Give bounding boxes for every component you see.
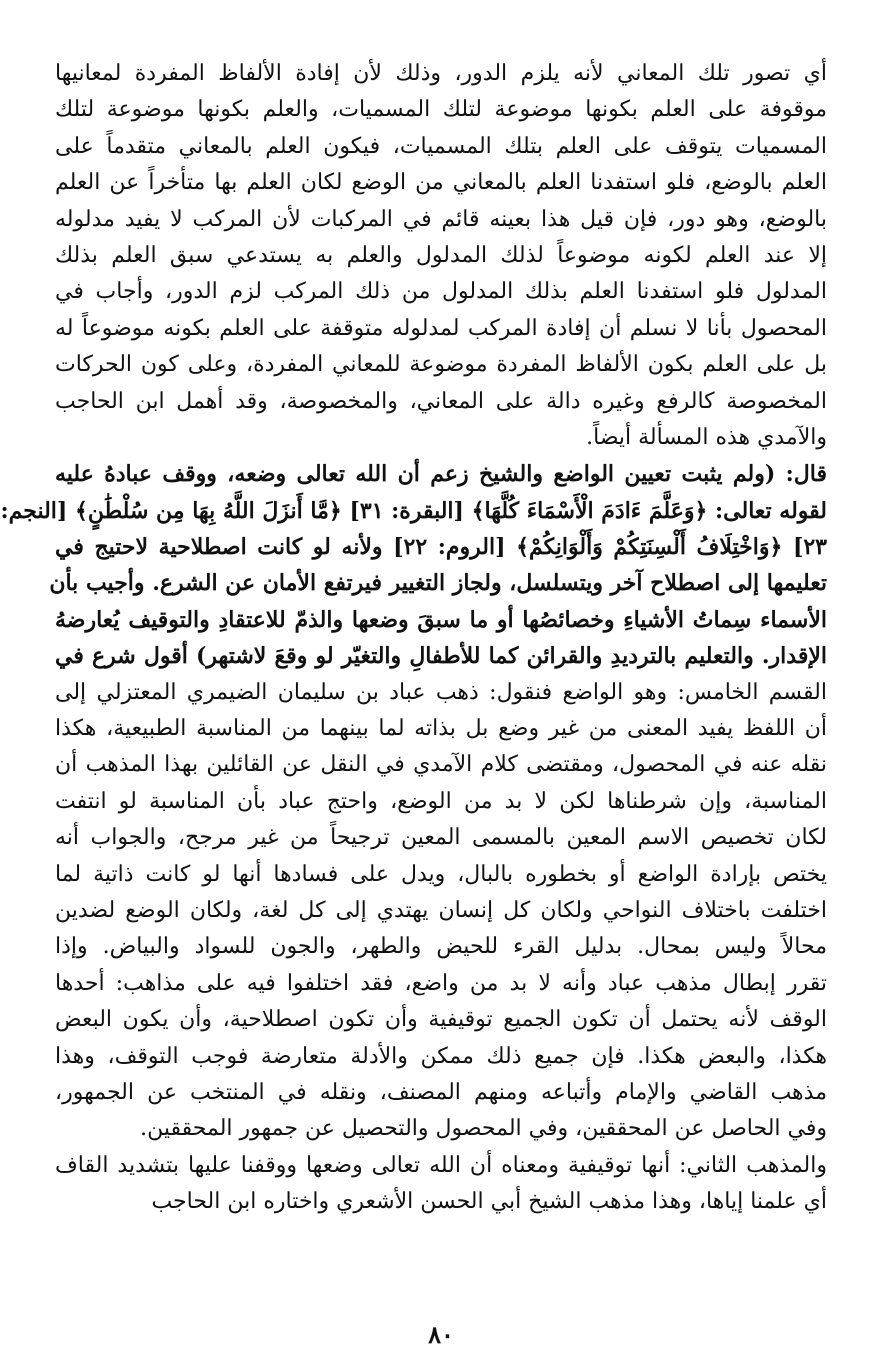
- text-line: وفي الحاصل عن المحققين، وفي المحصول والتحصيل عن جمهور المحققين.: [140, 1116, 827, 1142]
- quoted-text-line: تعليمها إلى اصطلاح آخر ويتسلسل، ولجاز التغيير فيرتفع الأمان عن الشرع. وأجيب بأن: [49, 570, 827, 597]
- text-line: اختلفت باختلاف النواحي ولكان كل إنسان يهتدي إلى كل لغة، ولكان الوضع لضدين: [55, 897, 827, 923]
- text-line: المخصوصة كالرفع وغيره دالة على المعاني، والمخصوصة، وقد أهمل ابن الحاجب: [55, 388, 827, 414]
- text-line: والآمدي هذه المسألة أيضاً.: [586, 424, 827, 450]
- quoted-text-line: قال: (ولم يثبت تعيين الواضع والشيخ زعم أن الله تعالى وضعه، ووقف عبادهُ عليه: [55, 461, 827, 488]
- text-line: المناسبة، وإن شرطناها لكن لا بد من الوضع، واحتج عباد بأن المناسبة لو انتفت: [55, 788, 827, 814]
- text-line: إلا عند العلم لكونه موضوعاً لذلك المدلول والعلم به يستدعي سبق العلم بذلك: [55, 242, 827, 268]
- text-line: أي علمنا إياها، وهذا مذهب الشيخ أبي الحسن الأشعري واختاره ابن الحاجب: [151, 1189, 827, 1215]
- quoted-text-line: الإقدار. والتعليم بالترديدِ والقرائن كما للأطفالِ والتغيّر لو وقعَ لاشتهر) أقول شرع في: [55, 643, 827, 670]
- text-line: المسميات يتوقف على العلم بتلك المسميات، فيكون العلم بالمعاني متقدماً على: [55, 133, 827, 159]
- quoted-text-line: الأسماء سِماتُ الأشياءِ وخصائصُها أو ما سبقَ وضعها والذمّ للاعتقادِ والتوقيف يُعارضهُ: [55, 606, 827, 633]
- quoted-text-line: ٢٣] ﴿وَاخْتِلَافُ أَلْسِنَتِكُمْ وَأَلْوَانِكُمْ﴾ [الروم: ٢٢] ولأنه لو كانت اصطلاحية لاحتيج في: [55, 534, 827, 561]
- text-line: مذهب القاضي والإمام وأتباعه ومنهم المصنف، ونقله في المنتخب عن الجمهور،: [55, 1079, 827, 1105]
- text-line: لكان تخصيص الاسم المعين بالمسمى المعين ترجيحاً من غير مرجح، والجواب أنه: [55, 825, 827, 851]
- text-line: بل على العلم بكون الألفاظ المفردة موضوعة للمعاني المفردة، وعلى كون الحركات: [55, 352, 827, 378]
- text-line: الوقف لأنه يحتمل أن تكون الجميع توقيفية وأن تكون اصطلاحية، وأن يكون البعض: [55, 1007, 827, 1033]
- quoted-text-line: لقوله تعالى: ﴿وَعَلَّمَ ءَادَمَ الْأَسْمَاءَ كُلَّهَا﴾ [البقرة: ٣١] ﴿مَّا أَنزَلَ اللَّهُ بِهَا مِن سُلْطَٰنٍ﴾ [النجم:: [0, 497, 827, 524]
- text-line: هكذا، والبعض هكذا. فإن جميع ذلك ممكن والأدلة متعارضة فوجب التوقف، وهذا: [55, 1043, 827, 1069]
- page-number: ٨٠: [428, 1320, 454, 1349]
- text-line: موقوفة على العلم بكونها موضوعة لتلك المسميات، والعلم بكونها موضوعة لتلك: [55, 97, 827, 123]
- text-line: القسم الخامس: وهو الواضع فنقول: ذهب عباد بن سليمان الضيمري المعتزلي إلى: [55, 679, 827, 705]
- text-line: المدلول فلو استفدنا العلم بذلك المدلول من ذلك المركب لزم الدور، وأجاب في: [55, 279, 827, 305]
- text-line: محالاً وليس بمحال. بدليل القرء للحيض والطهر، والجون للسواد والبياض. وإذا: [55, 934, 827, 960]
- text-line: تقرر إبطال مذهب عباد وأنه لا بد من واضع، فقد اختلفوا فيه على مذاهب: أحدها: [55, 970, 827, 996]
- text-line: أي تصور تلك المعاني لأنه يلزم الدور، وذلك لأن إفادة الألفاظ المفردة لمعانيها: [55, 61, 827, 86]
- text-line: والمذهب الثاني: أنها توقيفية ومعناه أن الله تعالى وضعها ووقفنا عليها بتشديد القاف: [55, 1152, 827, 1178]
- text-line: بالوضع، وهو دور، فإن قيل هذا بعينه قائم في المركبات لأن المركب لا يفيد مدلوله: [55, 206, 827, 232]
- text-line: المحصول بأنا لا نسلم أن إفادة المركب لمدلوله متوقفة على العلم بكونه موضوعاً له: [55, 315, 827, 341]
- text-line: العلم بالوضع، فلو استفدنا العلم بالمعاني من الوضع لكان العلم بها متأخراً عن العلم: [55, 170, 827, 196]
- text-line: يختص بإرادة الواضع أو بخطوره بالبال، ويدل على فسادها أنها لو كانت ذاتية لما: [55, 861, 827, 887]
- text-line: نقله عنه في المحصول، ومقتضى كلام الآمدي في النقل عن القائلين بهذا المذهب أن: [55, 752, 827, 778]
- body-text: [0, 56, 827, 1221]
- text-line: أن اللفظ يفيد المعنى من غير وضع بل بذاته لما بينهما من المناسبة الطبيعية، هكذا: [55, 716, 827, 742]
